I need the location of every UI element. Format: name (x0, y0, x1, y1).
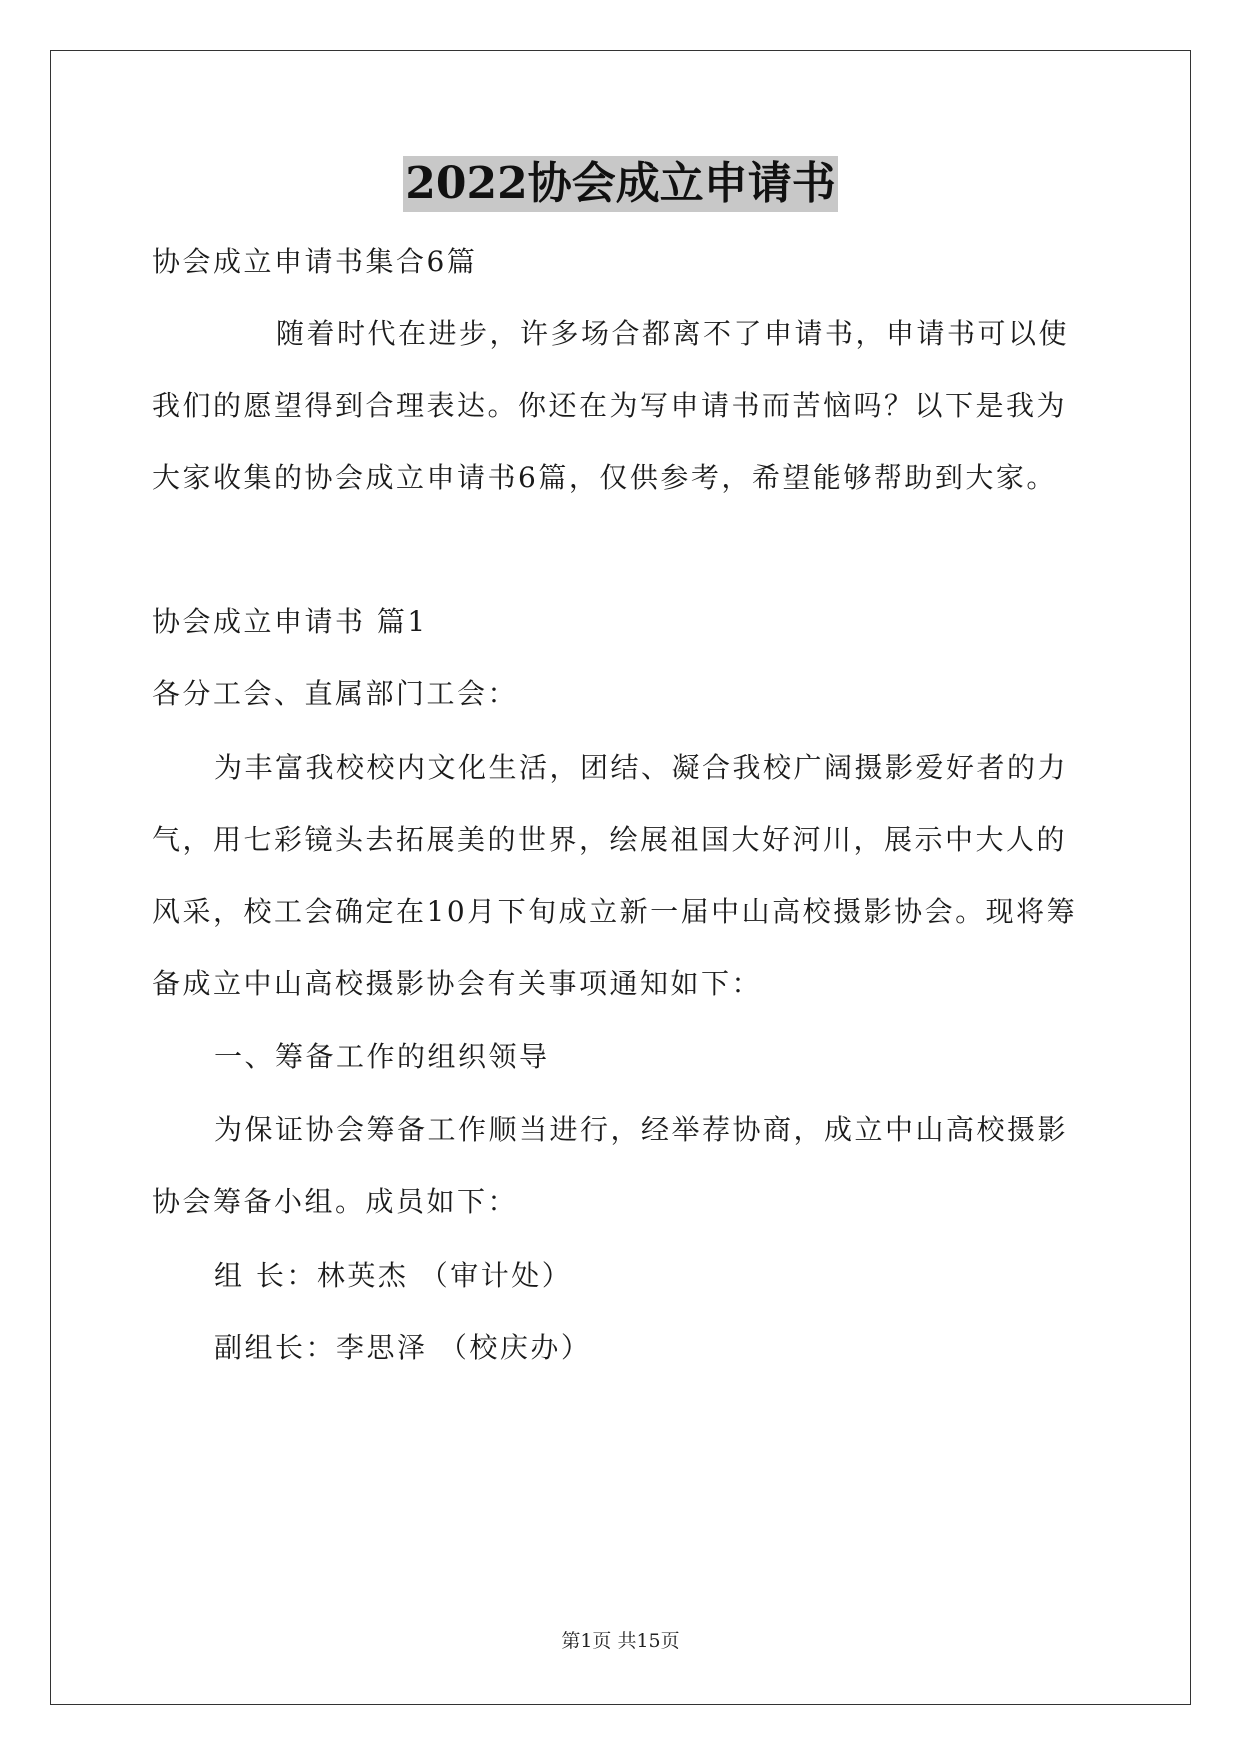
paragraph-line: 为丰富我校校内文化生活，团结、凝合我校广阔摄影爱好者的力 (214, 751, 1069, 784)
paragraph-line: 随着时代在进步，许多场合都离不了申请书，申请书可以使 (276, 317, 1070, 350)
paragraph-line: 备成立中山高校摄影协会有关事项通知如下： (152, 967, 763, 1000)
paragraph-line: 我们的愿望得到合理表达。你还在为写申请书而苦恼吗？以下是我为 (152, 389, 1068, 422)
subtitle-line: 协会成立申请书集合6篇 (152, 245, 478, 278)
member-line: 副组长：李思泽 （校庆办） (214, 1331, 592, 1364)
document-title: 2022协会成立申请书 (403, 156, 837, 212)
paragraph-line: 大家收集的协会成立申请书6篇，仅供参考，希望能够帮助到大家。 (152, 461, 1057, 494)
page-footer: 第1页 共15页 (561, 1630, 680, 1652)
paragraph-line: 气，用七彩镜头去拓展美的世界，绘展祖国大好河川，展示中大人的 (152, 823, 1068, 856)
member-line: 组 长：林英杰 （审计处） (214, 1259, 573, 1292)
salutation-line: 各分工会、直属部门工会： (152, 677, 519, 710)
paragraph-line: 风采，校工会确定在10月下旬成立新一届中山高校摄影协会。现将筹 (152, 895, 1078, 928)
title-container (0, 156, 1241, 212)
section-heading: 协会成立申请书 篇1 (152, 605, 428, 638)
page-border (50, 50, 1191, 1705)
subsection-heading: 一、筹备工作的组织领导 (214, 1040, 550, 1073)
paragraph-line: 为保证协会筹备工作顺当进行，经举荐协商，成立中山高校摄影 (214, 1113, 1069, 1146)
paragraph-line: 协会筹备小组。成员如下： (152, 1185, 519, 1218)
